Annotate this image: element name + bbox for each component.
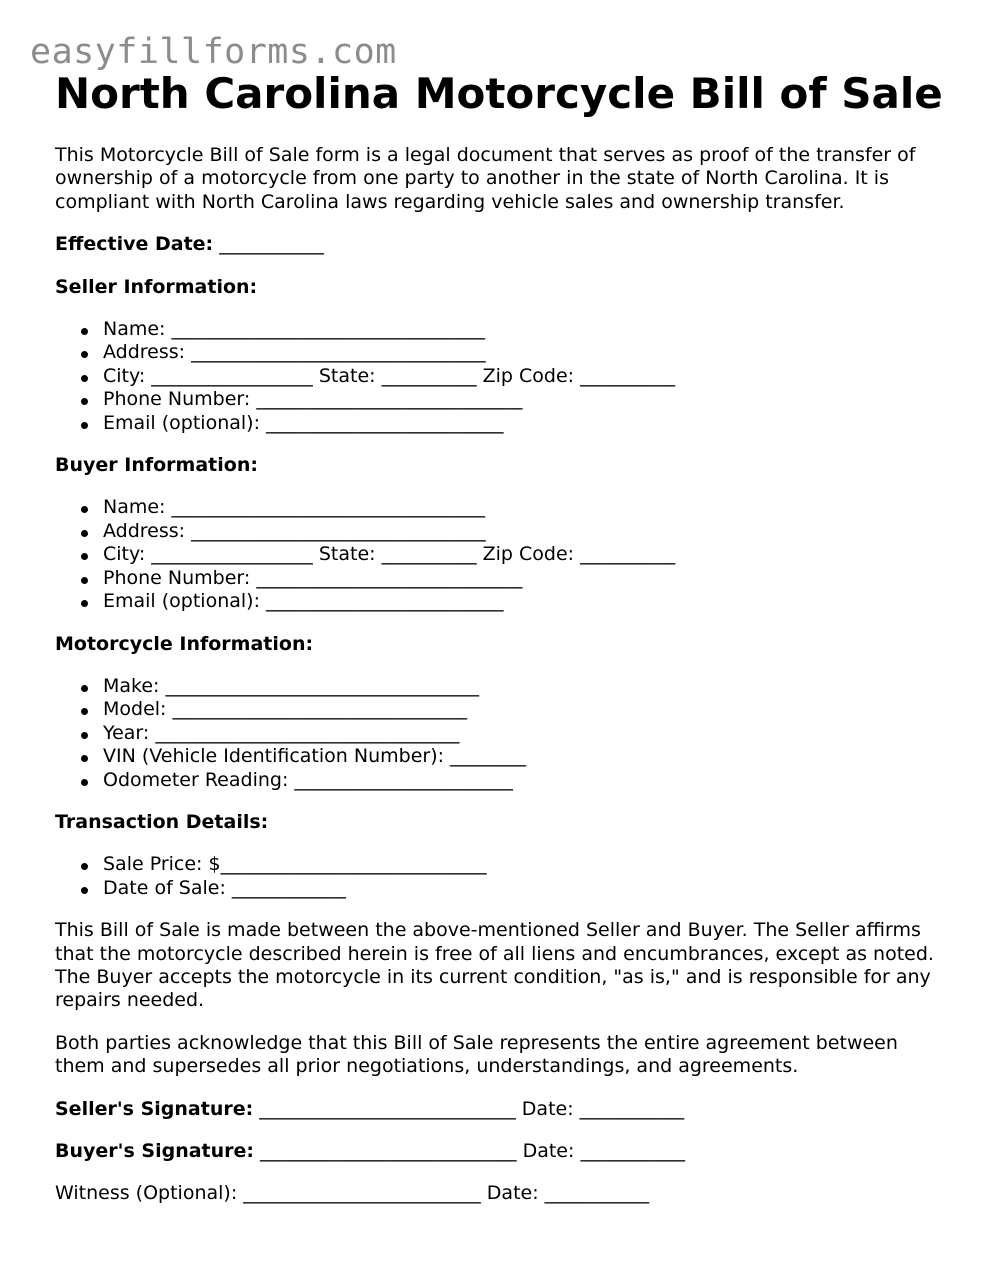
buyer-signature-line — [55, 1140, 950, 1163]
page-title: North Carolina Motorcycle Bill of Sale — [55, 69, 943, 118]
seller-city-state-zip-field[interactable]: City: _________________ State: __________ Zip Code: __________ — [103, 365, 950, 388]
seller-email-field[interactable]: Email (optional): _________________________ — [103, 412, 950, 435]
witness-signature-line[interactable]: Witness (Optional): _________________________ Date: ___________ — [55, 1182, 650, 1205]
make-field[interactable]: Make: _________________________________ — [103, 675, 950, 698]
seller-signature-label: Seller's Signature: — [55, 1097, 254, 1120]
seller-heading: Seller Information: — [55, 275, 258, 298]
buyer-phone-field[interactable]: Phone Number: ____________________________ — [103, 567, 950, 590]
buyer-city-state-zip-field[interactable]: City: _________________ State: __________ Zip Code: __________ — [103, 543, 950, 566]
motorcycle-heading: Motorcycle Information: — [55, 632, 314, 655]
seller-signature-field[interactable]: ___________________________ Date: ___________ — [259, 1097, 685, 1120]
agreement-paragraph: Both parties acknowledge that this Bill of Sale represents the entire agreement between them and supersedes all prior negotiations, understandings, and agreements. — [55, 1031, 898, 1078]
transaction-fields — [55, 853, 950, 900]
buyer-signature-label: Buyer's Signature: — [55, 1140, 254, 1162]
sale-date-field[interactable]: Date of Sale: ____________ — [103, 877, 950, 900]
seller-phone-field[interactable]: Phone Number: ____________________________ — [103, 388, 950, 411]
effective-date-line — [55, 233, 950, 256]
transaction-heading: Transaction Details: — [55, 810, 269, 833]
buyer-fields — [55, 496, 950, 613]
seller-fields — [55, 318, 950, 435]
seller-signature-line — [55, 1098, 950, 1121]
sale-price-field[interactable]: Sale Price: $____________________________ — [103, 853, 950, 876]
watermark: easyfillforms.com — [30, 32, 397, 72]
effective-date-label: Effective Date: — [55, 233, 214, 256]
form-body — [55, 144, 950, 1206]
intro-paragraph: This Motorcycle Bill of Sale form is a legal document that serves as proof of the transfer of ownership of a motorcycle from one party to another in the state of North Carolina. It is compliant with North Carolina laws regarding vehicle sales and ownership transfer. — [55, 144, 916, 213]
motorcycle-fields — [55, 675, 950, 792]
model-field[interactable]: Model: _______________________________ — [103, 698, 950, 721]
buyer-email-field[interactable]: Email (optional): _________________________ — [103, 590, 950, 613]
seller-name-field[interactable]: Name: _________________________________ — [103, 318, 950, 341]
buyer-heading: Buyer Information: — [55, 454, 258, 477]
vin-field[interactable]: VIN (Vehicle Identification Number): ________ — [103, 745, 950, 768]
buyer-address-field[interactable]: Address: _______________________________ — [103, 520, 950, 543]
buyer-name-field[interactable]: Name: _________________________________ — [103, 496, 950, 519]
terms-paragraph: This Bill of Sale is made between the above-mentioned Seller and Buyer. The Seller affirms that the motorcycle described herein is free of all liens and encumbrances, except as noted. The Buyer accepts the motorcycle in its current condition, "as is," and is responsible for any repairs needed. — [55, 919, 934, 1012]
odometer-field[interactable]: Odometer Reading: _______________________ — [103, 769, 950, 792]
effective-date-field[interactable]: ___________ — [219, 233, 324, 256]
buyer-signature-field[interactable]: ___________________________ Date: ___________ — [260, 1140, 685, 1162]
year-field[interactable]: Year: ________________________________ — [103, 722, 950, 745]
seller-address-field[interactable]: Address: _______________________________ — [103, 341, 950, 364]
